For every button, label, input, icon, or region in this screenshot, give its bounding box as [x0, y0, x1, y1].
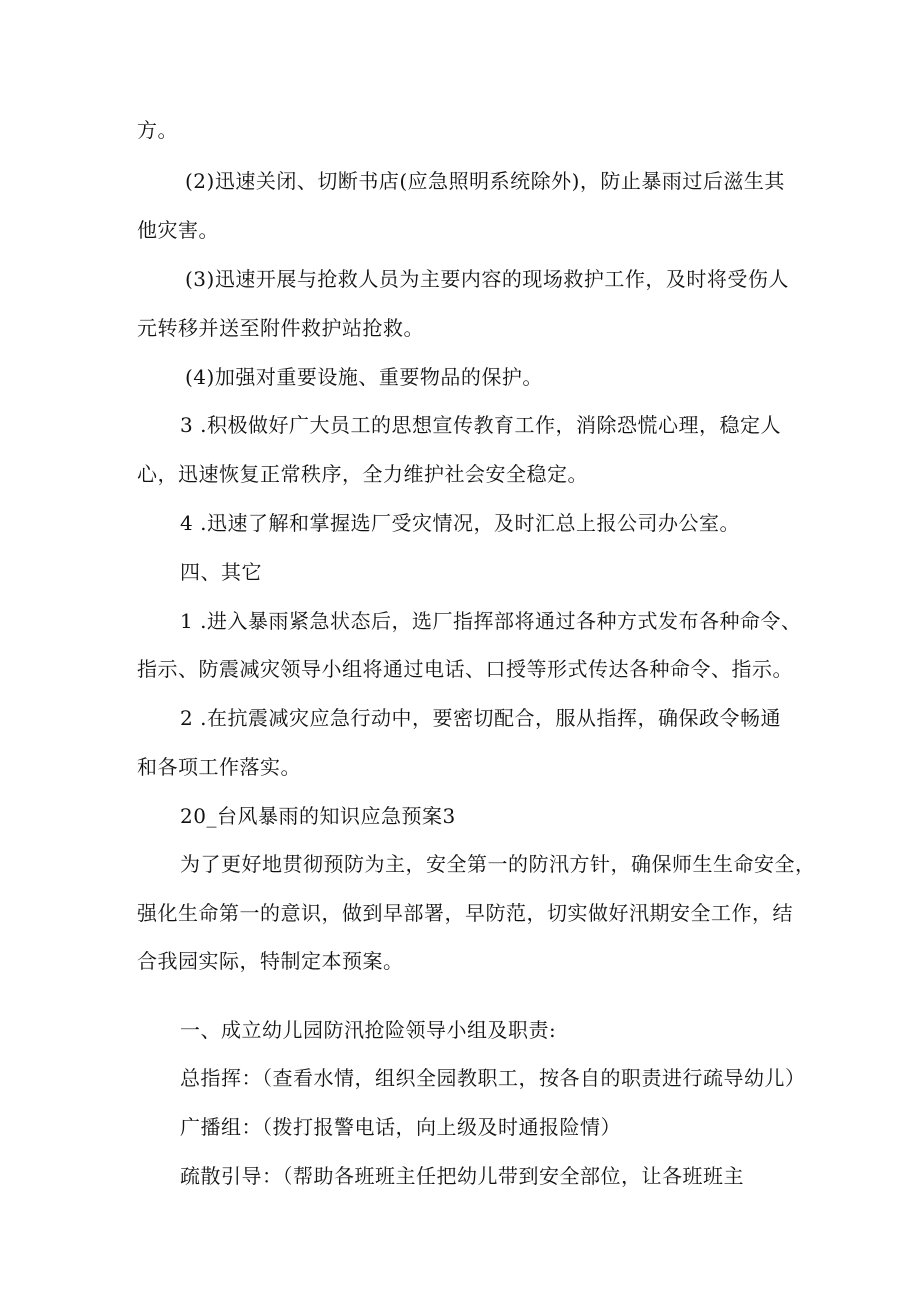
text-line: 他灾害。: [137, 218, 219, 242]
text-line: (3)迅速开展与抢救人员为主要内容的现场救护工作，及时将受伤人: [185, 267, 789, 291]
text-line: 2 .在抗震减灾应急行动中，要密切配合，服从指挥，确保政令畅通: [180, 706, 781, 730]
text-line: 和各项工作落实。: [137, 755, 301, 779]
text-line: 方。: [137, 118, 178, 142]
text-line: (4)加强对重要设施、重要物品的保护。: [185, 365, 543, 389]
section-heading: 一、成立幼儿园防汛抢险领导小组及职责:: [180, 1018, 557, 1042]
text-line: 强化生命第一的意识，做到早部署，早防范，切实做好汛期安全工作，结: [137, 901, 793, 925]
text-line: 为了更好地贯彻预防为主，安全第一的防汛方针，确保师生生命安全，: [180, 852, 816, 876]
text-line: 心，迅速恢复正常秩序，全力维护社会安全稳定。: [137, 462, 588, 486]
text-line: 4 .迅速了解和掌握选厂受灾情况，及时汇总上报公司办公室。: [180, 511, 740, 535]
text-line: (2)迅速关闭、切断书店(应急照明系统除外)，防止暴雨过后滋生其: [185, 169, 785, 193]
text-line: 总指挥：（查看水情，组织全园教职工，按各自的职责进行疏导幼儿）: [180, 1066, 806, 1090]
section-heading: 20_台风暴雨的知识应急预案3: [180, 804, 456, 828]
text-line: 广播组：（拨打报警电话，向上级及时通报险情）: [180, 1115, 621, 1139]
text-line: 疏散引导：（帮助各班班主任把幼儿带到安全部位，让各班班主: [180, 1164, 744, 1188]
text-line: 元转移并送至附件救护站抢救。: [137, 316, 424, 340]
text-line: 合我园实际，特制定本预案。: [137, 949, 404, 973]
text-line: 3 .积极做好广大员工的思想宣传教育工作，消除恐慌心理，稳定人: [180, 413, 781, 437]
text-line: 指示、防震减灾领导小组将通过电话、口授等形式传达各种命令、指示。: [137, 657, 793, 681]
section-heading: 四、其它: [180, 560, 262, 584]
text-line: 1 .进入暴雨紧急状态后，选厂指挥部将通过各种方式发布各种命令、: [180, 609, 802, 633]
